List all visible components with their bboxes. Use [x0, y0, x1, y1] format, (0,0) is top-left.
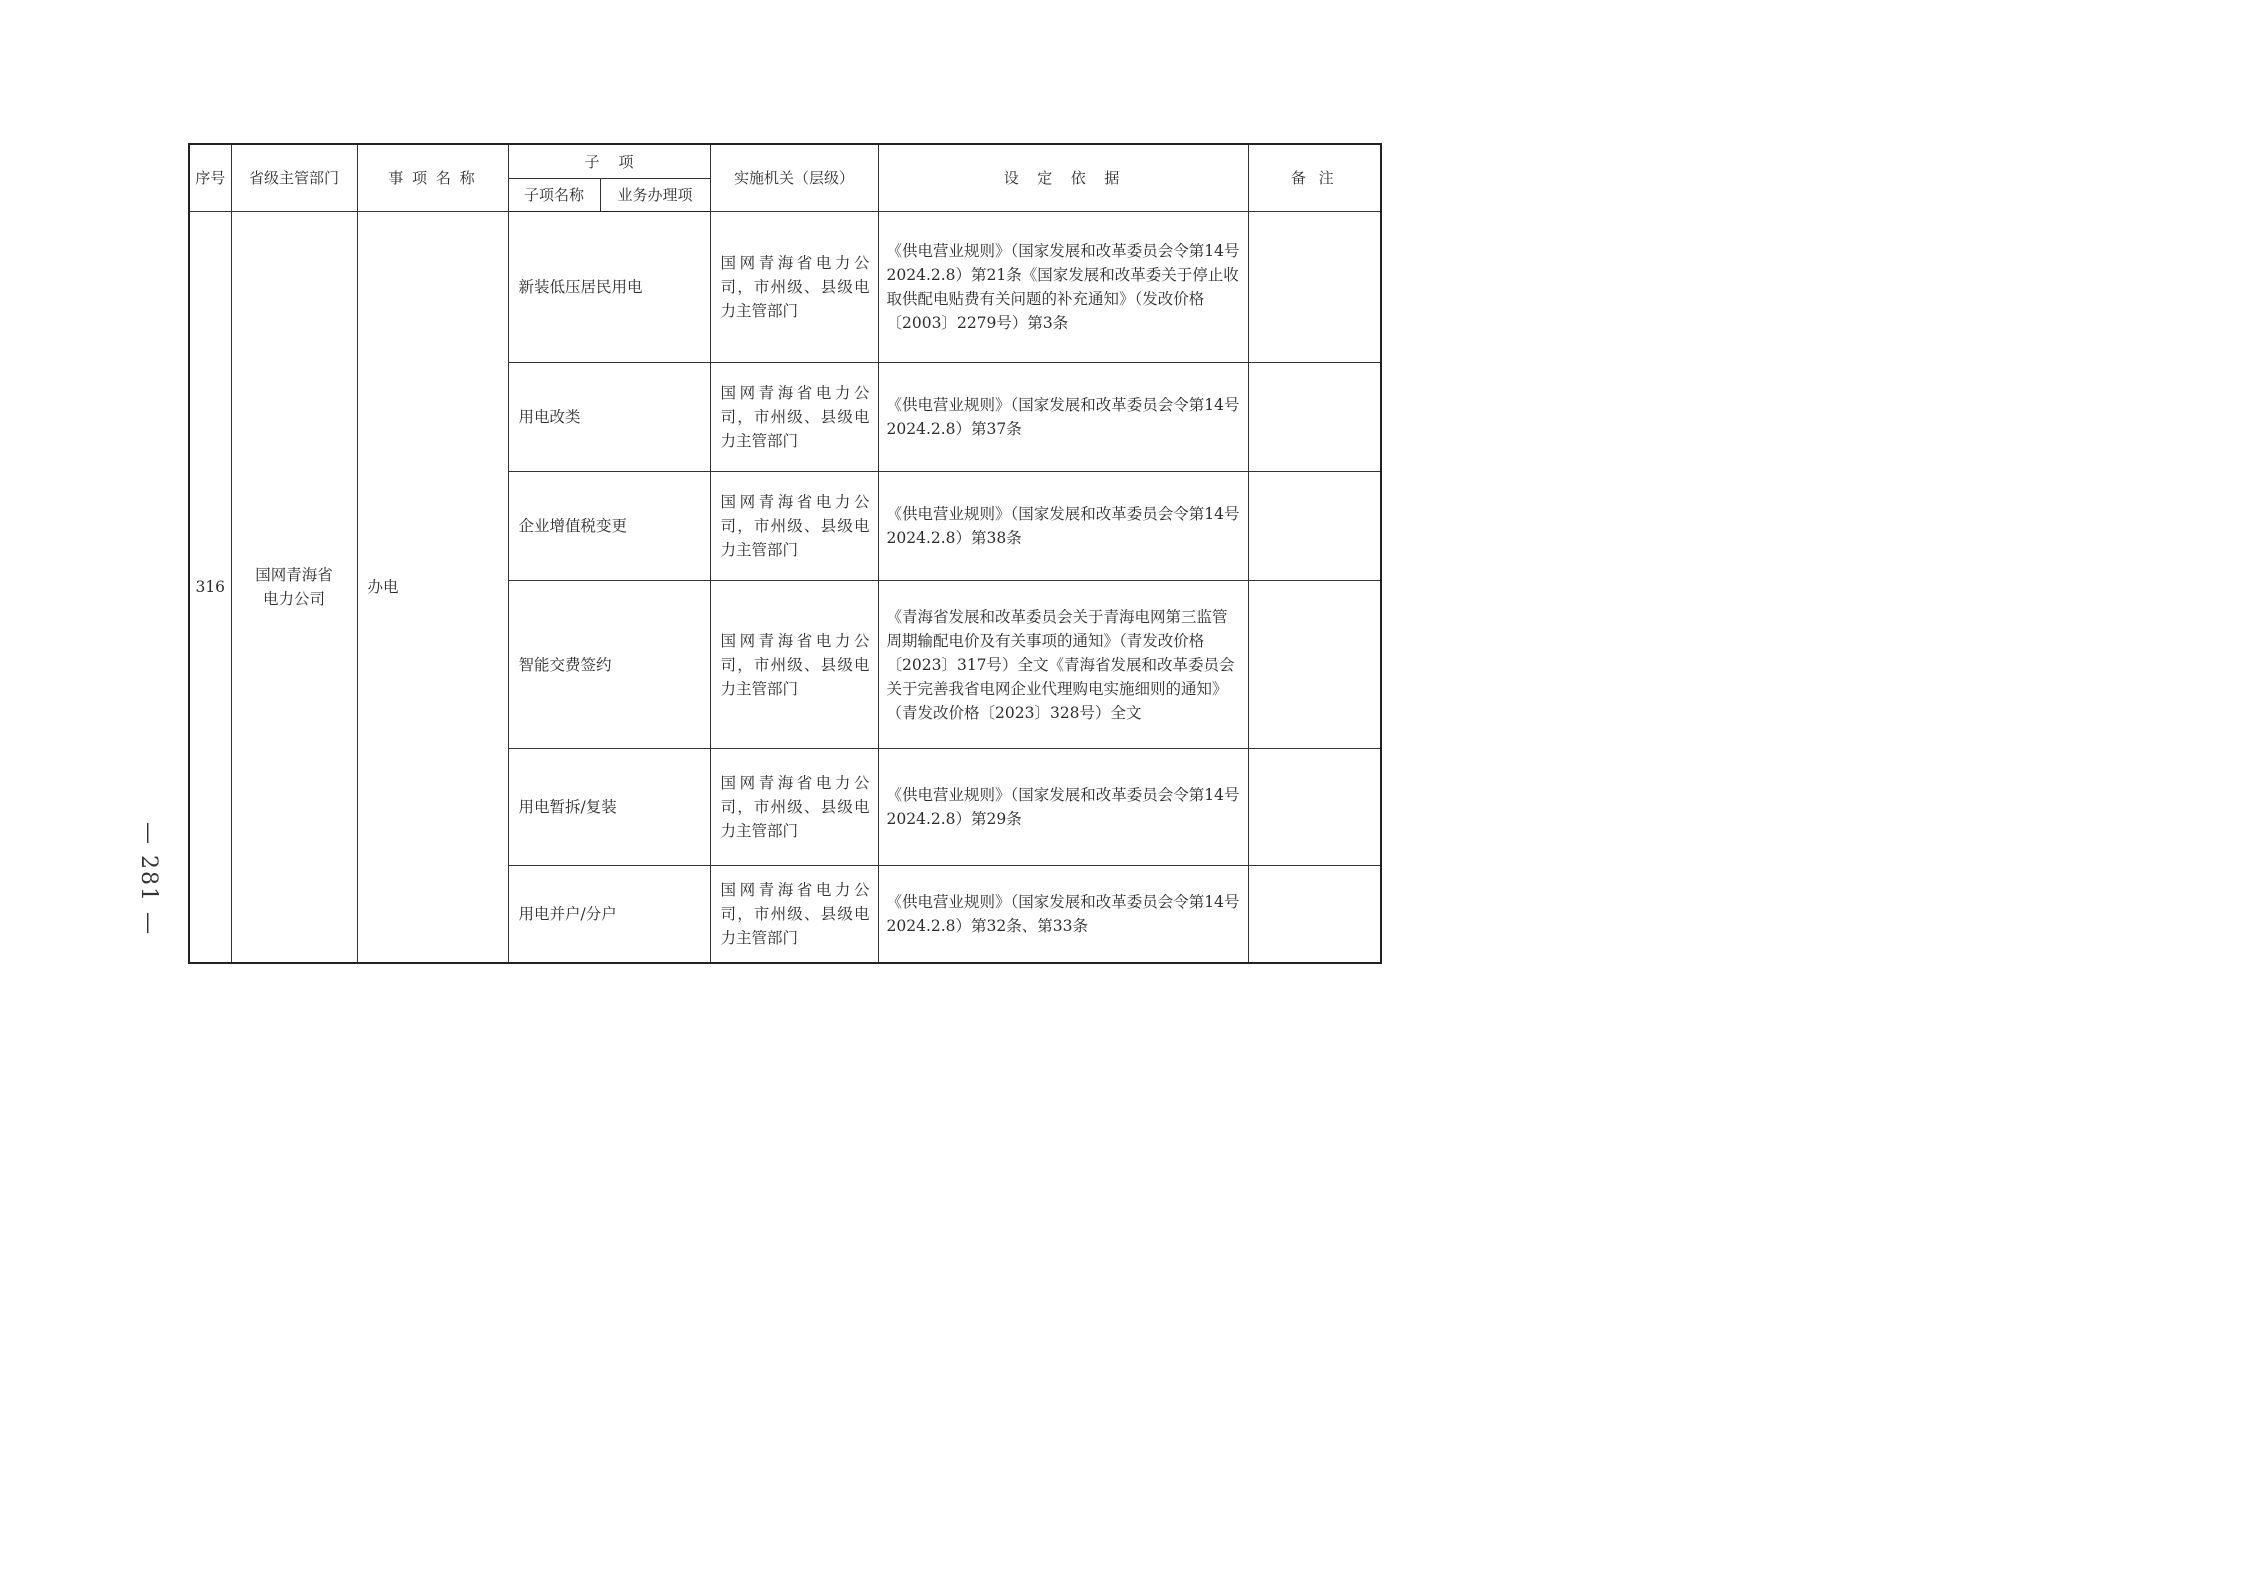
header-sub-item-name: 子项名称 — [508, 179, 600, 212]
cell-basis: 《供电营业规则》（国家发展和改革委员会令第14号 2024.2.8）第32条、第33条 — [878, 866, 1248, 963]
cell-basis: 《青海省发展和改革委员会关于青海电网第三监管周期输配电价及有关事项的通知》（青发改价格〔2023〕317号）全文《青海省发展和改革委员会关于完善我省电网企业代理购电实施细则的通知》（青发改价格〔2023〕328号）全文 — [878, 581, 1248, 749]
cell-agency: 国网青海省电力公司，市州级、县级电力主管部门 — [710, 363, 878, 472]
cell-remark — [1248, 866, 1381, 963]
cell-agency: 国网青海省电力公司，市州级、县级电力主管部门 — [710, 212, 878, 363]
cell-sub-item-name: 智能交费签约 — [508, 581, 710, 749]
cell-sub-item-name: 企业增值税变更 — [508, 472, 710, 581]
cell-sub-item-name: 用电改类 — [508, 363, 710, 472]
cell-agency: 国网青海省电力公司，市州级、县级电力主管部门 — [710, 866, 878, 963]
header-sub-item: 子 项 — [508, 144, 710, 179]
cell-agency: 国网青海省电力公司，市州级、县级电力主管部门 — [710, 472, 878, 581]
header-seq: 序号 — [189, 144, 231, 212]
header-item-name: 事 项 名 称 — [357, 144, 508, 212]
table-row — [189, 212, 1381, 363]
header-business-item: 业务办理项 — [600, 179, 710, 212]
cell-dept: 国网青海省电力公司 — [231, 212, 357, 963]
cell-basis: 《供电营业规则》（国家发展和改革委员会令第14号 2024.2.8）第21条《国家发展和改革委关于停止收取供配电贴费有关问题的补充通知》（发改价格〔2003〕2279号）第3条 — [878, 212, 1248, 363]
cell-basis: 《供电营业规则》（国家发展和改革委员会令第14号 2024.2.8）第29条 — [878, 749, 1248, 866]
cell-seq: 316 — [189, 212, 231, 963]
cell-basis: 《供电营业规则》（国家发展和改革委员会令第14号 2024.2.8）第37条 — [878, 363, 1248, 472]
cell-remark — [1248, 212, 1381, 363]
table-body — [189, 212, 1381, 963]
header-basis: 设 定 依 据 — [878, 144, 1248, 212]
cell-sub-item-name: 新装低压居民用电 — [508, 212, 710, 363]
cell-remark — [1248, 363, 1381, 472]
cell-agency: 国网青海省电力公司，市州级、县级电力主管部门 — [710, 749, 878, 866]
items-table — [188, 143, 1382, 964]
page-number: — 281 — — [136, 822, 161, 936]
cell-agency: 国网青海省电力公司，市州级、县级电力主管部门 — [710, 581, 878, 749]
cell-item-name: 办电 — [357, 212, 508, 963]
table-header — [189, 144, 1381, 212]
cell-basis: 《供电营业规则》（国家发展和改革委员会令第14号 2024.2.8）第38条 — [878, 472, 1248, 581]
header-remark: 备 注 — [1248, 144, 1381, 212]
header-agency: 实施机关（层级） — [710, 144, 878, 212]
cell-remark — [1248, 749, 1381, 866]
cell-remark — [1248, 581, 1381, 749]
cell-sub-item-name: 用电暂拆/复装 — [508, 749, 710, 866]
cell-remark — [1248, 472, 1381, 581]
cell-sub-item-name: 用电并户/分户 — [508, 866, 710, 963]
header-dept: 省级主管部门 — [231, 144, 357, 212]
